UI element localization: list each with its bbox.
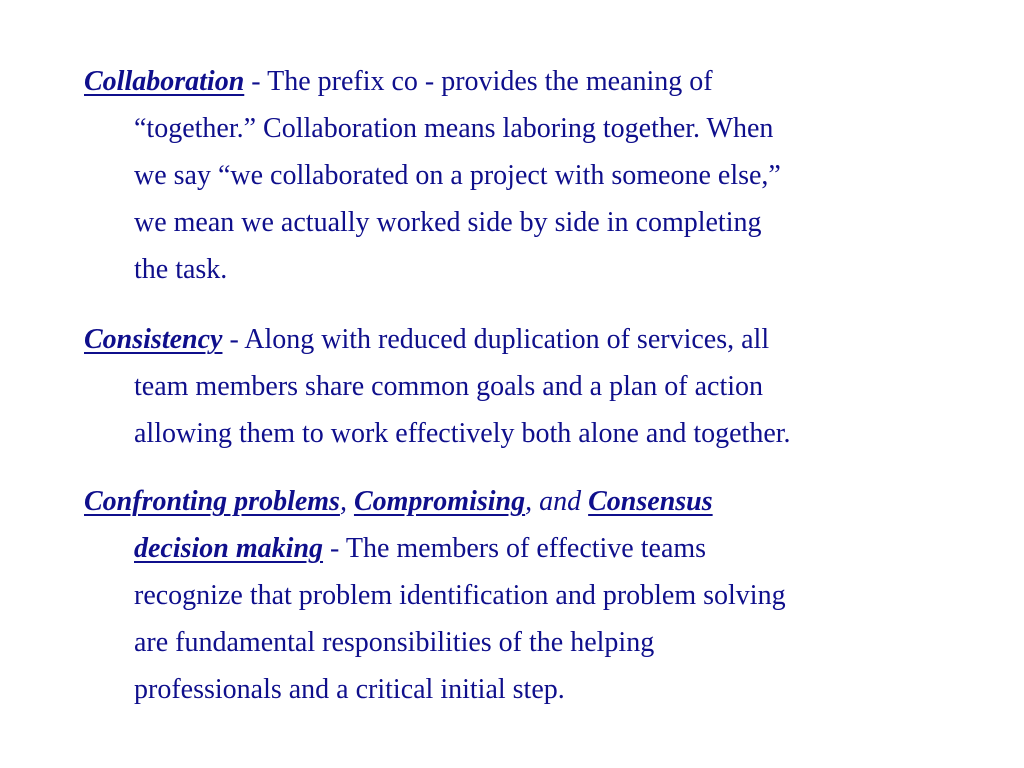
term-collaboration: Collaboration	[84, 66, 245, 97]
definition-line: “together.” Collaboration means laboring together. When	[134, 113, 774, 144]
definition-text: - The prefix co - provides the meaning of	[244, 66, 713, 97]
definition-line: professionals and a critical initial step.	[134, 674, 565, 705]
term-compromising: Compromising	[353, 486, 526, 517]
definition-line	[84, 478, 964, 525]
term-separator: ,	[339, 486, 354, 517]
definition-line	[84, 58, 964, 105]
definition-text: - Along with reduced duplication of services, all	[222, 324, 770, 355]
definition-confronting-compromising-consensus	[84, 478, 964, 713]
definition-line: the task.	[134, 254, 228, 285]
definition-text: - The members of effective teams	[323, 533, 707, 564]
term-confronting-problems: Confronting problems	[84, 486, 340, 517]
definition-line	[84, 525, 964, 572]
term-decision-making: decision making	[134, 533, 324, 564]
definition-line: recognize that problem identification and problem solving	[134, 580, 786, 611]
term-consistency: Consistency	[84, 324, 223, 355]
definition-line: we mean we actually worked side by side in completing	[134, 207, 762, 238]
definition-line: we say “we collaborated on a project with someone else,”	[134, 160, 781, 191]
term-separator: , and	[525, 486, 589, 517]
definition-line: are fundamental responsibilities of the helping	[134, 627, 655, 658]
definition-line: team members share common goals and a plan of action	[134, 371, 764, 402]
definition-line: allowing them to work effectively both alone and together.	[134, 418, 791, 449]
definition-consistency	[84, 316, 964, 457]
definition-collaboration	[84, 58, 964, 293]
definition-line	[84, 316, 964, 363]
term-consensus: Consensus	[588, 486, 713, 517]
